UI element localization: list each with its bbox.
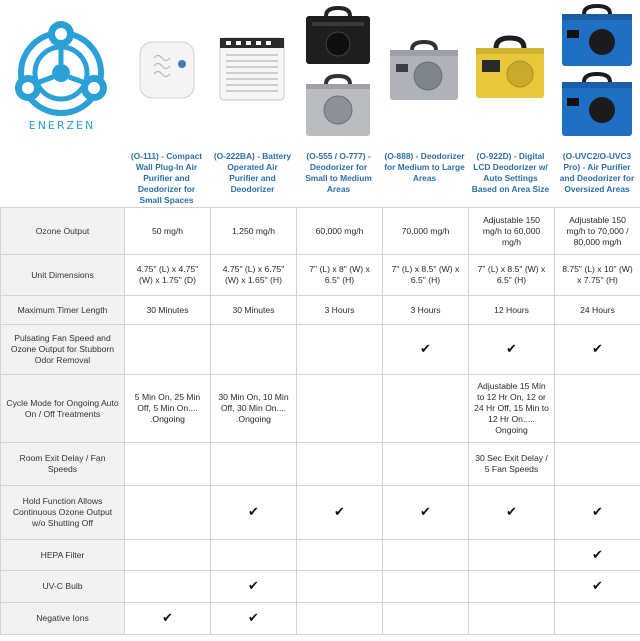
table-cell: Adjustable 150 mg/h to 60,000 mg/h bbox=[469, 208, 555, 255]
check-cell bbox=[125, 540, 211, 571]
check-cell bbox=[297, 540, 383, 571]
product-ouvc bbox=[554, 0, 640, 207]
table-cell: 7" (L) x 8.5" (W) x 6.5" (H) bbox=[469, 255, 555, 296]
check-cell bbox=[297, 603, 383, 635]
product-o888 bbox=[382, 0, 467, 207]
check-cell bbox=[469, 603, 555, 635]
check-icon: ✔ bbox=[420, 505, 431, 520]
table-cell: 4.75" (L) x 4.75" (W) x 1.75" (D) bbox=[125, 255, 211, 296]
check-icon: ✔ bbox=[248, 579, 259, 594]
table-cell bbox=[125, 443, 211, 486]
row-label: Maximum Timer Length bbox=[1, 296, 125, 325]
check-cell bbox=[211, 603, 297, 635]
product-o555-o777-title: (O-555 / O-777) - Deodorizer for Small to Medium Areas bbox=[305, 151, 372, 194]
check-cell bbox=[211, 486, 297, 540]
check-cell bbox=[297, 325, 383, 375]
product-o111-title: (O-111) - Compact Wall Plug-In Air Purifier and Deodorizer for Small Spaces bbox=[130, 151, 203, 205]
table-cell bbox=[297, 443, 383, 486]
check-cell bbox=[383, 571, 469, 603]
table-cell: 5 Min On, 25 Min Off, 5 Min On.... .Ongoing bbox=[125, 375, 211, 443]
table-cell: 70,000 mg/h bbox=[383, 208, 469, 255]
table-row bbox=[1, 603, 640, 635]
check-cell bbox=[211, 571, 297, 603]
check-cell bbox=[125, 325, 211, 375]
row-label: HEPA Filter bbox=[1, 540, 125, 571]
check-cell bbox=[211, 325, 297, 375]
comparison-header bbox=[0, 0, 640, 207]
product-o222ba bbox=[210, 0, 295, 207]
check-cell bbox=[383, 540, 469, 571]
row-label: Unit Dimensions bbox=[1, 255, 125, 296]
table-cell bbox=[555, 375, 640, 443]
table-row bbox=[1, 208, 640, 255]
check-cell bbox=[469, 571, 555, 603]
check-cell bbox=[469, 540, 555, 571]
table-cell: Adjustable 15 Min to 12 Hr On, 12 or 24 Hr Off, 15 Min to 12 Hr On..... Ongoing bbox=[469, 375, 555, 443]
check-icon: ✔ bbox=[592, 579, 603, 594]
table-cell: Adjustable 150 mg/h to 70,000 / 80,000 mg/h bbox=[555, 208, 640, 255]
row-label: Pulsating Fan Speed and Ozone Output for Stubborn Odor Removal bbox=[1, 325, 125, 375]
table-cell: 30 Minutes bbox=[125, 296, 211, 325]
check-cell bbox=[555, 603, 640, 635]
check-icon: ✔ bbox=[420, 342, 431, 357]
check-cell bbox=[211, 540, 297, 571]
check-icon: ✔ bbox=[506, 342, 517, 357]
brand-name: ENERZEN bbox=[28, 119, 96, 132]
product-o922d-title: (O-922D) - Digital LCD Deodorizer w/ Auto Settings Based on Area Size bbox=[471, 151, 550, 194]
table-cell: 30 Min On, 10 Min Off, 30 Min On.... .Ongoing bbox=[211, 375, 297, 443]
row-label: UV-C Bulb bbox=[1, 571, 125, 603]
check-cell bbox=[383, 603, 469, 635]
product-o222ba-image bbox=[210, 4, 295, 144]
check-cell bbox=[297, 486, 383, 540]
check-cell bbox=[555, 571, 640, 603]
check-icon: ✔ bbox=[334, 505, 345, 520]
table-cell bbox=[383, 443, 469, 486]
row-label: Hold Function Allows Continuous Ozone Output w/o Shutting Off bbox=[1, 486, 125, 540]
product-o888-title: (O-888) - Deodorizer for Medium to Large Areas bbox=[384, 151, 465, 183]
check-cell bbox=[125, 603, 211, 635]
table-cell: 7" (L) x 8" (W) x 6.5" (H) bbox=[297, 255, 383, 296]
table-cell: 1,250 mg/h bbox=[211, 208, 297, 255]
row-label: Ozone Output bbox=[1, 208, 125, 255]
product-o888-image bbox=[382, 4, 467, 144]
table-row bbox=[1, 325, 640, 375]
row-label: Cycle Mode for Ongoing Auto On / Off Treatments bbox=[1, 375, 125, 443]
check-icon: ✔ bbox=[592, 505, 603, 520]
product-o922d bbox=[468, 0, 553, 207]
product-o111 bbox=[124, 0, 209, 207]
check-icon: ✔ bbox=[248, 611, 259, 626]
table-cell: 7" (L) x 8.5" (W) x 6.5" (H) bbox=[383, 255, 469, 296]
table-cell: 3 Hours bbox=[297, 296, 383, 325]
table-cell: 30 Sec Exit Delay / 5 Fan Speeds bbox=[469, 443, 555, 486]
check-cell bbox=[125, 571, 211, 603]
table-cell: 50 mg/h bbox=[125, 208, 211, 255]
table-cell bbox=[383, 375, 469, 443]
table-cell: 12 Hours bbox=[469, 296, 555, 325]
table-cell: 24 Hours bbox=[555, 296, 640, 325]
check-cell bbox=[469, 486, 555, 540]
check-icon: ✔ bbox=[592, 342, 603, 357]
product-o111-image bbox=[124, 4, 209, 144]
check-cell bbox=[383, 486, 469, 540]
table-cell bbox=[555, 443, 640, 486]
table-cell: 3 Hours bbox=[383, 296, 469, 325]
check-cell bbox=[383, 325, 469, 375]
table-cell: 4.75" (L) x 6.75" (W) x 1.65" (H) bbox=[211, 255, 297, 296]
check-icon: ✔ bbox=[506, 505, 517, 520]
row-label: Negative Ions bbox=[1, 603, 125, 635]
check-cell bbox=[125, 486, 211, 540]
check-cell bbox=[555, 486, 640, 540]
table-cell bbox=[297, 375, 383, 443]
table-row bbox=[1, 486, 640, 540]
check-cell bbox=[555, 325, 640, 375]
product-o222ba-title: (O-222BA) - Battery Operated Air Purifier and Deodorizer bbox=[213, 151, 292, 194]
product-ouvc-title: (O-UVC2/O-UVC3 Pro) - Air Purifier and Deodorizer for Oversized Areas bbox=[559, 151, 635, 194]
table-cell bbox=[211, 443, 297, 486]
check-icon: ✔ bbox=[248, 505, 259, 520]
check-icon: ✔ bbox=[592, 547, 603, 563]
product-o555-o777-image bbox=[296, 4, 381, 144]
row-label: Room Exit Delay / Fan Speeds bbox=[1, 443, 125, 486]
table-row bbox=[1, 540, 640, 571]
table-cell: 60,000 mg/h bbox=[297, 208, 383, 255]
table-row bbox=[1, 296, 640, 325]
product-o555-o777 bbox=[296, 0, 381, 207]
check-cell bbox=[297, 571, 383, 603]
table-cell: 8.75" (L) x 10" (W) x 7.75" (H) bbox=[555, 255, 640, 296]
table-row bbox=[1, 255, 640, 296]
table-cell: 30 Minutes bbox=[211, 296, 297, 325]
product-ouvc-image bbox=[554, 4, 640, 144]
table-row bbox=[1, 571, 640, 603]
product-o922d-image bbox=[468, 4, 553, 144]
table-row bbox=[1, 375, 640, 443]
check-cell bbox=[555, 540, 640, 571]
table-row bbox=[1, 443, 640, 486]
comparison-table bbox=[0, 207, 640, 635]
check-cell bbox=[469, 325, 555, 375]
check-icon: ✔ bbox=[162, 611, 173, 626]
